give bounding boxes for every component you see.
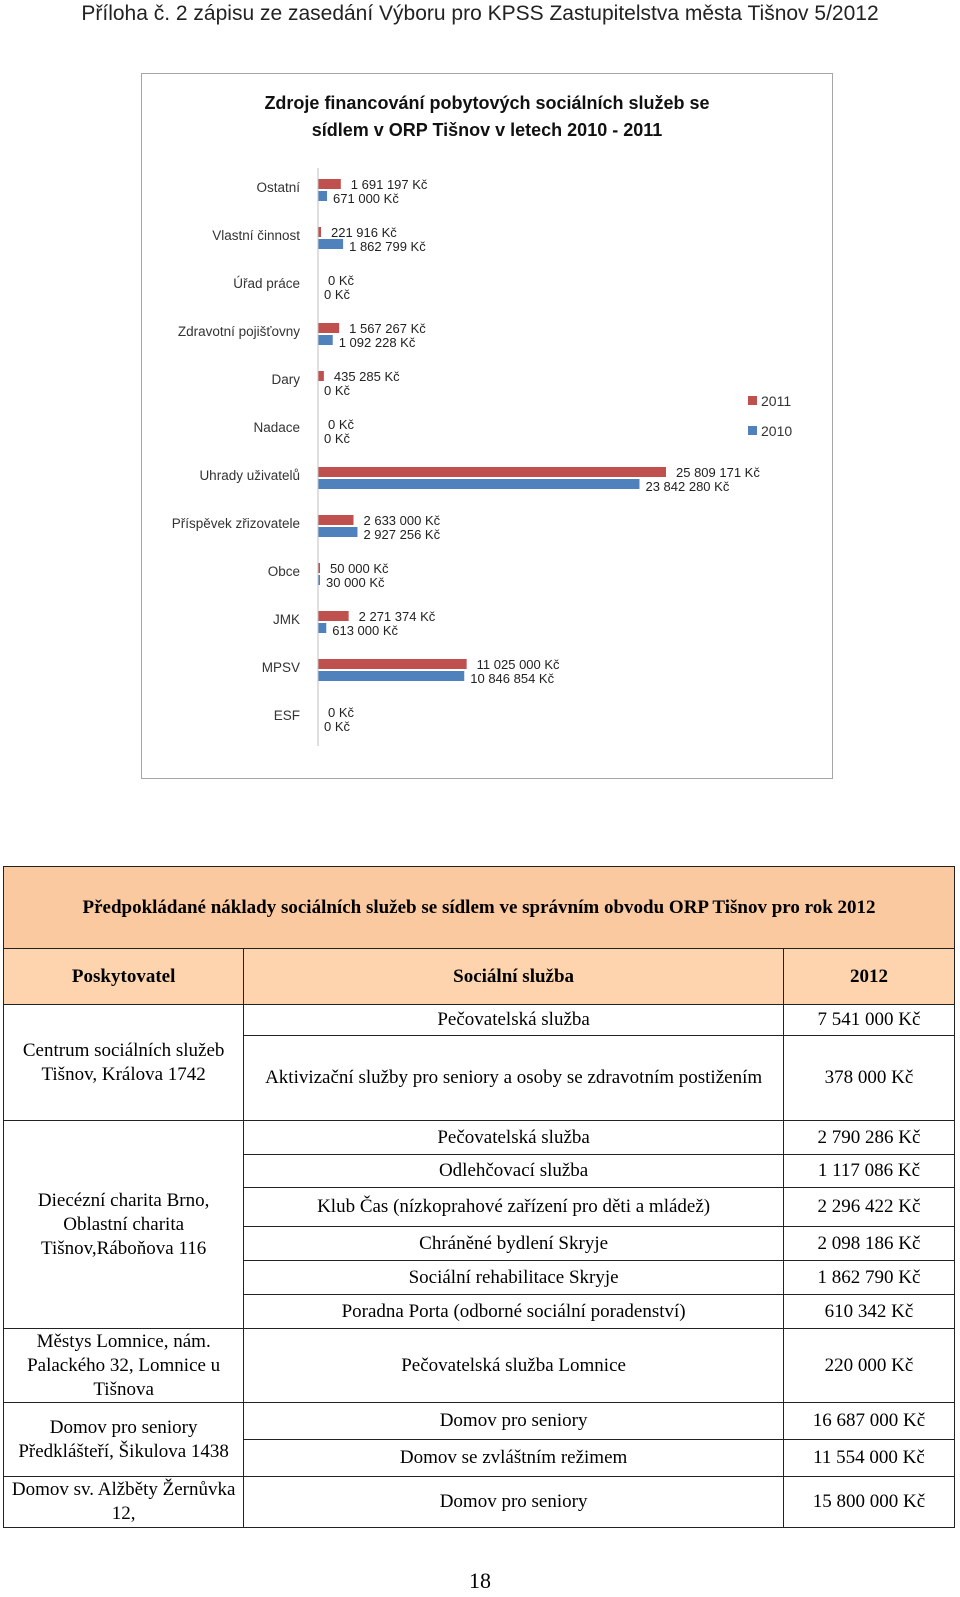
value-label-2010: 23 842 280 Kč — [645, 479, 730, 494]
page-number: 18 — [469, 1568, 491, 1593]
bar-2011 — [318, 611, 349, 621]
table-row — [4, 1477, 955, 1528]
legend-swatch — [748, 426, 757, 435]
value-label-2010: 613 000 Kč — [332, 623, 399, 638]
provider-cell: Městys Lomnice, nám. Palackého 32, Lomnice u Tišnova — [4, 1329, 244, 1403]
cost-cell: 2 296 422 Kč — [783, 1188, 954, 1227]
value-label-2011: 0 Kč — [328, 417, 355, 432]
cost-cell: 16 687 000 Kč — [783, 1403, 954, 1440]
bar-2010 — [318, 623, 326, 633]
value-label-2011: 11 025 000 Kč — [476, 657, 560, 672]
table-row — [4, 1329, 955, 1403]
value-label-2011: 1 691 197 Kč — [350, 177, 428, 192]
provider-cell: Centrum sociálních služeb Tišnov, Králova 1742 — [4, 1005, 244, 1121]
chart-plot — [142, 74, 832, 778]
legend-swatch — [748, 396, 757, 405]
bar-2010 — [318, 335, 333, 345]
value-label-2011: 25 809 171 Kč — [676, 465, 760, 480]
table-row — [4, 1403, 955, 1440]
cost-cell: 220 000 Kč — [783, 1329, 954, 1403]
category-label: MPSV — [261, 660, 300, 675]
bar-2011 — [318, 371, 324, 381]
category-label: Ostatní — [256, 180, 300, 195]
service-cell: Pečovatelská služba — [244, 1121, 784, 1155]
category-label: Uhrady uživatelů — [199, 468, 300, 483]
service-cell: Poradna Porta (odborné sociální poradenství) — [244, 1295, 784, 1329]
category-label: Dary — [271, 372, 300, 387]
cost-cell: 610 342 Kč — [783, 1295, 954, 1329]
provider-cell: Domov sv. Alžběty Žernůvka 12, — [4, 1477, 244, 1528]
bar-2010 — [318, 239, 343, 249]
category-label: Vlastní činnost — [212, 228, 300, 243]
service-cell: Sociální rehabilitace Skryje — [244, 1261, 784, 1295]
provider-cell: Diecézní charita Brno, Oblastní charita Tišnov,Ráboňova 116 — [4, 1121, 244, 1329]
value-label-2010: 1 092 228 Kč — [338, 335, 416, 350]
value-label-2010: 10 846 854 Kč — [470, 671, 555, 686]
funding-chart — [141, 73, 833, 779]
category-label: Úřad práce — [233, 276, 300, 291]
value-label-2011: 0 Kč — [328, 273, 355, 288]
table-title: Předpokládané náklady sociálních služeb se sídlem ve správním obvodu ORP Tišnov pro rok 2012 — [4, 867, 955, 949]
value-label-2010: 0 Kč — [324, 431, 351, 446]
service-cell: Chráněné bydlení Skryje — [244, 1227, 784, 1261]
cost-cell: 378 000 Kč — [783, 1036, 954, 1121]
cost-cell: 1 117 086 Kč — [783, 1155, 954, 1188]
value-label-2011: 435 285 Kč — [333, 369, 400, 384]
bar-2010 — [318, 479, 639, 489]
bar-2011 — [318, 179, 341, 189]
bar-2010 — [318, 191, 327, 201]
bar-2011 — [318, 323, 339, 333]
category-label: ESF — [273, 708, 300, 723]
service-cell: Domov pro seniory — [244, 1403, 784, 1440]
bar-2011 — [318, 515, 354, 525]
category-label: Nadace — [253, 420, 300, 435]
cost-cell: 2 098 186 Kč — [783, 1227, 954, 1261]
document-header: Příloha č. 2 zápisu ze zasedání Výboru pro KPSS Zastupitelstva města Tišnov 5/2012 — [81, 2, 879, 25]
cost-cell: 7 541 000 Kč — [783, 1005, 954, 1036]
value-label-2011: 1 567 267 Kč — [349, 321, 426, 336]
costs-table-wrapper — [3, 866, 955, 1528]
category-label: Zdravotní pojišťovny — [177, 324, 300, 339]
value-label-2010: 0 Kč — [324, 383, 351, 398]
service-cell: Pečovatelská služba — [244, 1005, 784, 1036]
bar-2011 — [318, 467, 666, 477]
value-label-2011: 221 916 Kč — [330, 225, 397, 240]
header-year: 2012 — [783, 949, 954, 1005]
value-label-2011: 2 633 000 Kč — [363, 513, 441, 528]
value-label-2010: 0 Kč — [324, 719, 351, 734]
cost-cell: 11 554 000 Kč — [783, 1440, 954, 1477]
legend-label: 2011 — [761, 393, 792, 409]
value-label-2011: 0 Kč — [328, 705, 355, 720]
bar-2011 — [318, 659, 467, 669]
chart-title-line-1: Zdroje financování pobytových sociálních služeb se — [264, 93, 710, 113]
bar-2010 — [318, 527, 357, 537]
legend-label: 2010 — [761, 423, 793, 439]
value-label-2010: 671 000 Kč — [333, 191, 399, 206]
service-cell: Domov se zvláštním režimem — [244, 1440, 784, 1477]
service-cell: Domov pro seniory — [244, 1477, 784, 1528]
bar-2010 — [318, 671, 464, 681]
header-service: Sociální služba — [244, 949, 784, 1005]
service-cell: Odlehčovací služba — [244, 1155, 784, 1188]
provider-cell: Domov pro seniory Předklášteří, Šikulova 1438 — [4, 1403, 244, 1477]
header-provider: Poskytovatel — [4, 949, 244, 1005]
table-row — [4, 1121, 955, 1155]
category-label: Obce — [267, 564, 300, 579]
value-label-2011: 2 271 374 Kč — [358, 609, 436, 624]
category-label: Příspěvek zřizovatele — [171, 516, 300, 531]
chart-title-line-2: sídlem v ORP Tišnov v letech 2010 - 2011 — [311, 120, 663, 140]
value-label-2010: 1 862 799 Kč — [349, 239, 426, 254]
category-label: JMK — [273, 612, 300, 627]
cost-cell: 15 800 000 Kč — [783, 1477, 954, 1528]
costs-table — [3, 866, 955, 1528]
value-label-2011: 50 000 Kč — [330, 561, 389, 576]
service-cell: Klub Čas (nízkoprahové zařízení pro děti a mládež) — [244, 1188, 784, 1227]
service-cell: Aktivizační služby pro seniory a osoby se zdravotním postižením — [244, 1036, 784, 1121]
value-label-2010: 0 Kč — [324, 287, 351, 302]
service-cell: Pečovatelská služba Lomnice — [244, 1329, 784, 1403]
value-label-2010: 30 000 Kč — [326, 575, 385, 590]
table-row — [4, 1005, 955, 1036]
value-label-2010: 2 927 256 Kč — [363, 527, 441, 542]
cost-cell: 1 862 790 Kč — [783, 1261, 954, 1295]
cost-cell: 2 790 286 Kč — [783, 1121, 954, 1155]
